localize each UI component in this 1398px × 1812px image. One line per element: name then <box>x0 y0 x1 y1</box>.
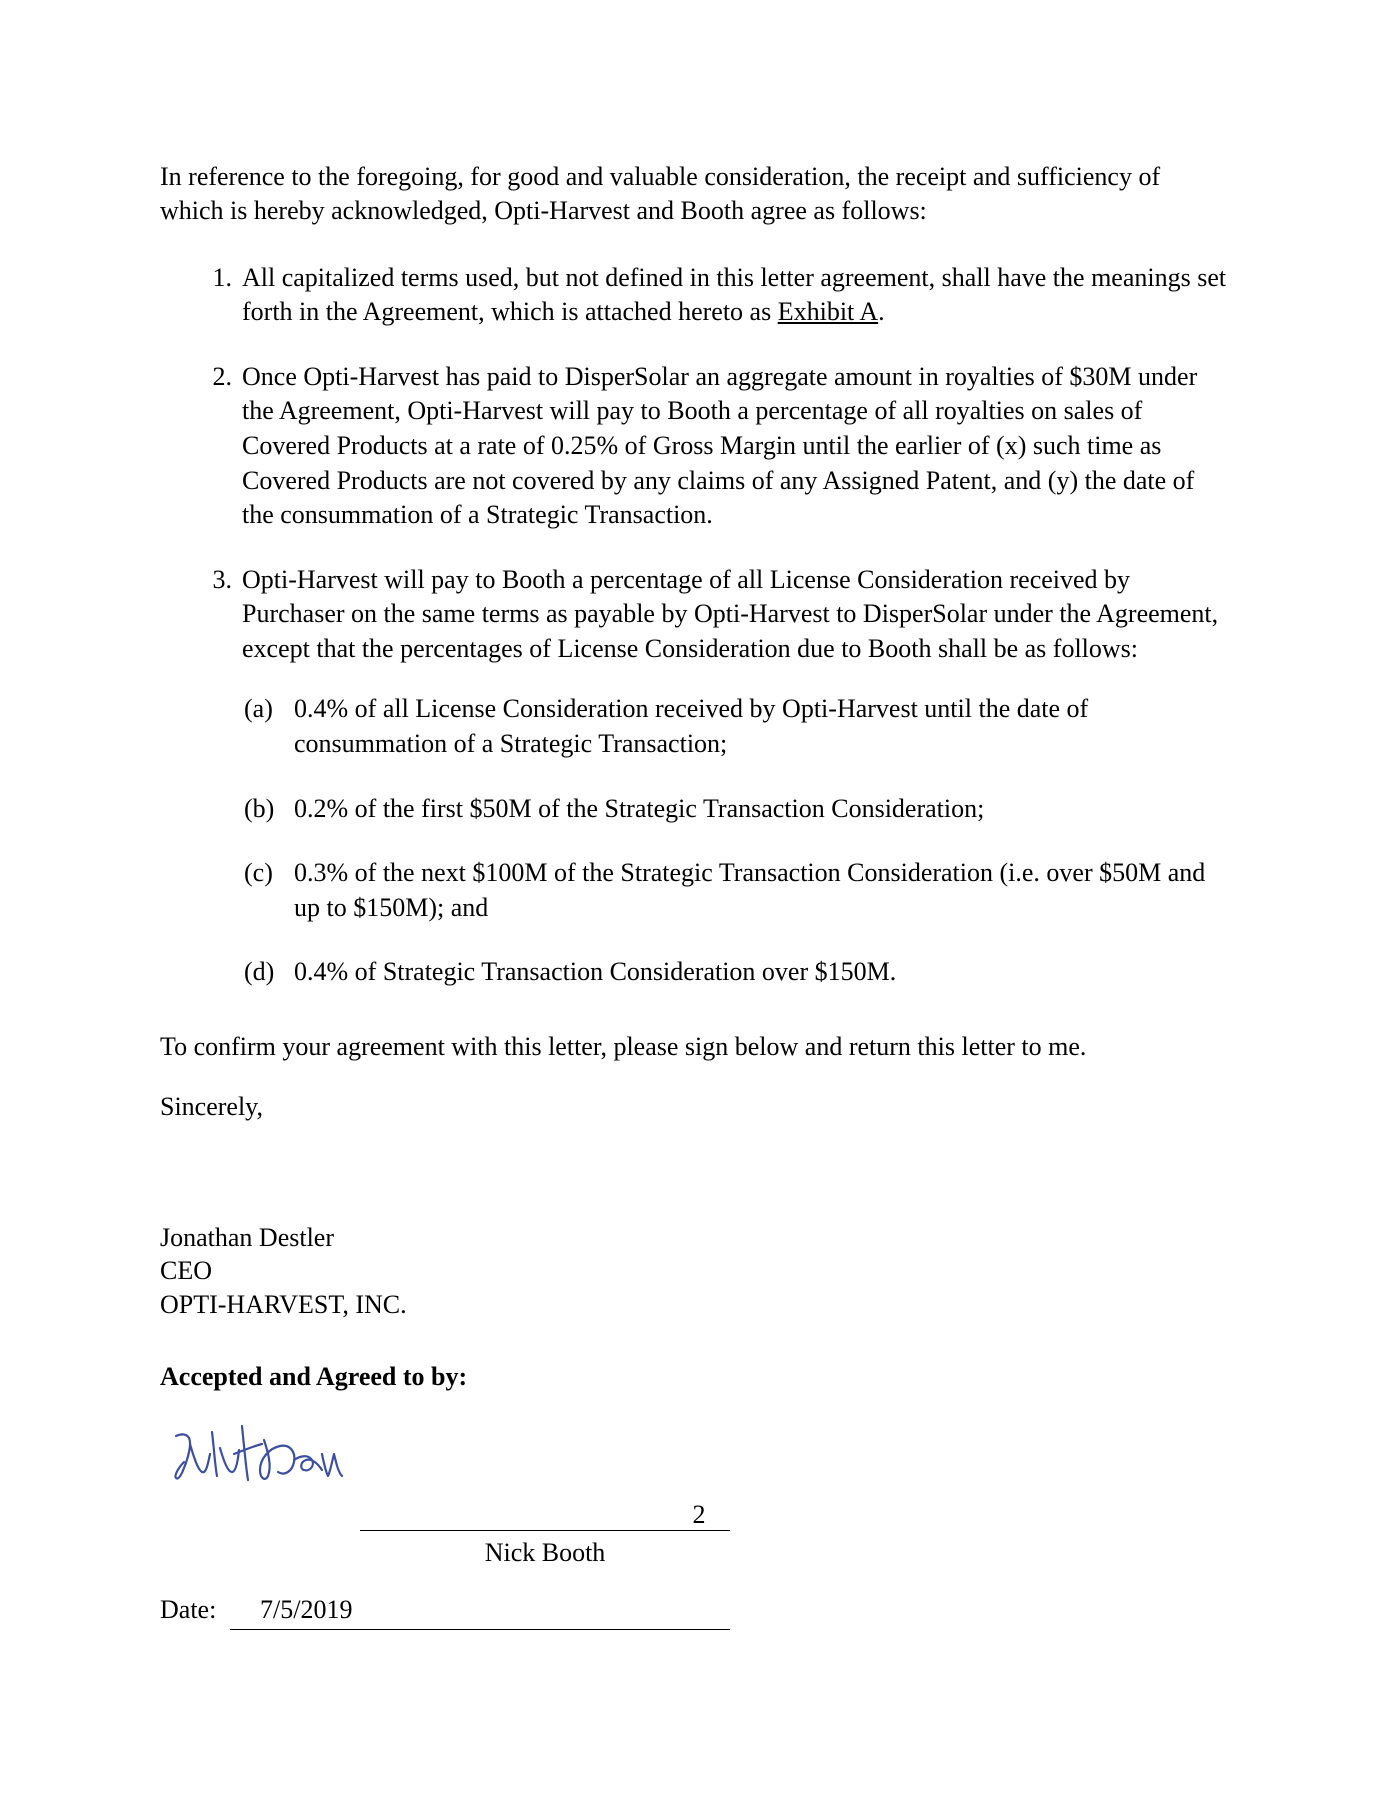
list-item-text: Opti-Harvest will pay to Booth a percentage of all License Consideration received by Purchaser on the same terms as payable by Opti-Harvest to DisperSolar under the Agreement, except that the percentages of License Consideration due to Booth shall be as follows: <box>242 564 1219 663</box>
date-line <box>230 1629 730 1630</box>
list-marker: (d) <box>244 957 275 987</box>
list-item-text: 0.4% of all License Consideration received by Opti-Harvest until the date of consummation of a Strategic Transaction; <box>294 694 1089 758</box>
signer-title: CEO <box>160 1256 212 1286</box>
page-number: 2 <box>692 1500 706 1529</box>
intro-paragraph: In reference to the foregoing, for good and valuable consideration, the receipt and sufficiency of which is hereby acknowledged, Opti-Harvest and Booth agree as follows: <box>160 162 1161 226</box>
list-item <box>160 261 1230 330</box>
numbered-list <box>160 261 1230 990</box>
list-item-text: 0.2% of the first $50M of the Strategic Transaction Consideration; <box>294 793 985 823</box>
list-item <box>160 360 1230 533</box>
list-marker: (c) <box>244 858 273 888</box>
list-marker: 3. <box>212 564 232 594</box>
signer-block <box>160 1221 1230 1322</box>
signature-area <box>160 1398 1230 1567</box>
signer-company: OPTI-HARVEST, INC. <box>160 1290 407 1320</box>
list-item-text: 0.4% of Strategic Transaction Consideration over $150M. <box>294 957 897 987</box>
list-marker: 2. <box>212 361 232 391</box>
list-item <box>244 692 1230 761</box>
list-item-text: Once Opti-Harvest has paid to DisperSolar an aggregate amount in royalties of $30M under the Agreement, Opti-Harvest will pay to Booth a percentage of all royalties on sales of Covered Products at a rate of 0.25% of Gross Margin until the earlier of (x) such time as Covered Products are not covered by any claims of any Assigned Patent, and (y) the date of the consummation of a Strategic Transaction. <box>242 361 1198 530</box>
accepted-heading: Accepted and Agreed to by: <box>160 1361 468 1391</box>
list-item <box>244 792 1230 827</box>
date-label: Date: <box>160 1594 217 1624</box>
signer-name: Jonathan Destler <box>160 1222 335 1252</box>
list-marker: 1. <box>212 262 232 292</box>
list-item <box>244 856 1230 925</box>
exhibit-a-reference: Exhibit A <box>777 297 879 327</box>
list-item-text-before: All capitalized terms used, but not defined in this letter agreement, shall have the meanings set forth in the Agreement, which is attached hereto as <box>242 262 1227 327</box>
list-item <box>244 955 1230 990</box>
date-value: 7/5/2019 <box>260 1594 353 1624</box>
handwritten-signature-icon <box>168 1414 368 1504</box>
lettered-list <box>244 692 1230 989</box>
sub-list-wrapper <box>244 692 1230 989</box>
list-marker: (a) <box>244 694 273 724</box>
sincerely-line: Sincerely, <box>160 1092 263 1122</box>
confirm-paragraph: To confirm your agreement with this letter, please sign below and return this letter to me. <box>160 1031 1087 1061</box>
signature-line <box>360 1530 730 1531</box>
list-item-text: 0.3% of the next $100M of the Strategic Transaction Consideration (i.e. over $50M and up to $150M); and <box>294 858 1206 922</box>
date-row <box>160 1595 1230 1637</box>
document-body <box>160 160 1230 1637</box>
counterparty-name: Nick Booth <box>484 1537 606 1567</box>
list-item-text-after: . <box>878 297 885 327</box>
list-marker: (b) <box>244 793 275 823</box>
list-item <box>160 563 1230 990</box>
